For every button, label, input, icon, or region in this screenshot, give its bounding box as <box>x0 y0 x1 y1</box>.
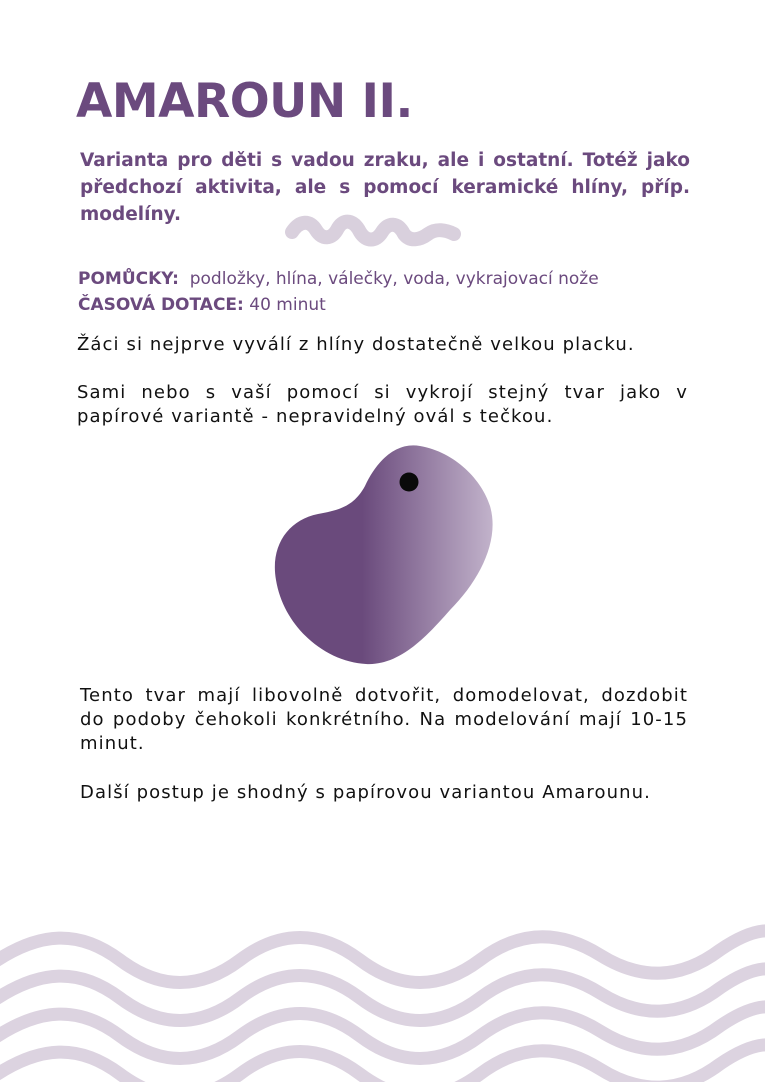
waves-decoration <box>0 905 765 1082</box>
clay-shape-illustration <box>270 440 500 672</box>
subtitle: Varianta pro děti s vadou zraku, ale i ostatní. Totéž jako předchozí aktivita, ale s pomocí keramické hlíny, příp. modelíny. <box>80 150 690 225</box>
squiggle-decoration <box>282 210 462 252</box>
activity-meta <box>78 266 698 318</box>
time-value: 40 minut <box>249 295 326 315</box>
time-label: ČASOVÁ DOTACE: <box>78 295 244 315</box>
paragraph-3: Tento tvar mají libovolně dotvořit, domodelovat, dozdobit do podoby čehokoli konkrétního. Na modelování mají 10-15 minut. <box>80 685 688 754</box>
tools-line <box>78 266 698 292</box>
clay-shape-dot <box>400 473 419 492</box>
page-title: AMAROUN II. <box>76 74 413 129</box>
tools-value: podložky, hlína, válečky, voda, vykrajovací nože <box>189 269 599 289</box>
paragraph-1: Žáci si nejprve vyválí z hlíny dostatečně velkou placku. <box>77 334 635 355</box>
time-line <box>78 292 698 318</box>
paragraph-2: Sami nebo s vaší pomocí si vykrojí stejný tvar jako v papírové variantě - nepravidelný ovál s tečkou. <box>77 382 688 427</box>
paragraph-4: Další postup je shodný s papírovou variantou Amarounu. <box>80 782 651 803</box>
tools-label: POMŮCKY: <box>78 269 179 289</box>
clay-shape <box>275 445 493 664</box>
